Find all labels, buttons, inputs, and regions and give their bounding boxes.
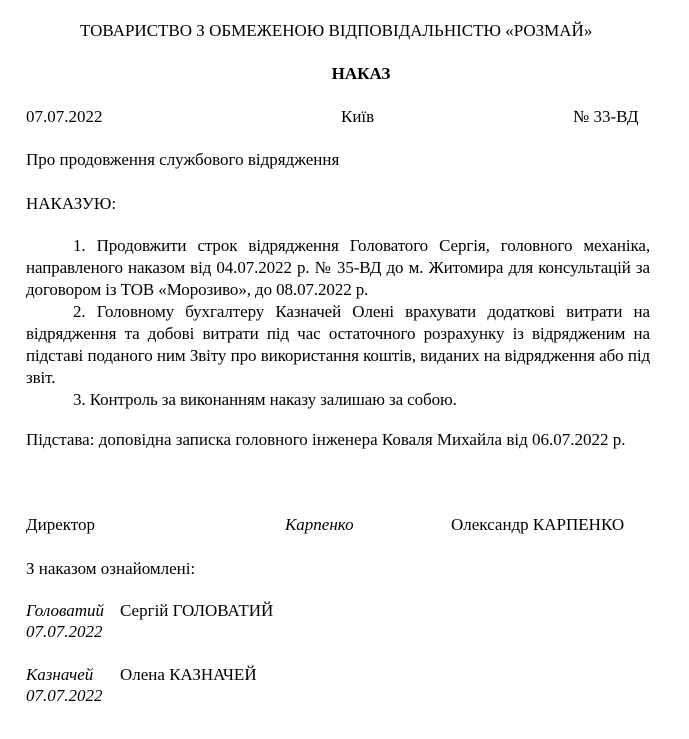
ack-name-2: Олена КАЗНАЧЕЙ bbox=[120, 665, 257, 684]
ack-signature-1: Головатий bbox=[26, 601, 105, 620]
ack-name-1: Сергій ГОЛОВАТИЙ bbox=[120, 601, 274, 620]
order-date: 07.07.2022 bbox=[26, 107, 103, 126]
director-name: Олександр КАРПЕНКО bbox=[451, 515, 625, 534]
order-point-1: 1. Продовжити строк відрядження Головатого Сергія, головного механіка, направленого наказом від 04.07.2022 р. № 35-ВД до м. Житомира для консультацій за договором із ТОВ «Морозиво», до 08.07.2022 р. bbox=[26, 236, 650, 299]
order-basis: Підстава: доповідна записка головного інженера Коваля Михайла від 06.07.2022 р. bbox=[26, 430, 626, 449]
ack-signature-2: Казначей bbox=[26, 665, 94, 684]
organization-name: ТОВАРИСТВО З ОБМЕЖЕНОЮ ВІДПОВІДАЛЬНІСТЮ «РОЗМАЙ» bbox=[80, 21, 593, 40]
order-point-2: 2. Головному бухгалтеру Казначей Олені врахувати додаткові витрати на відрядження та добові витрати під час остаточного розрахунку із відрядженим на підставі поданого ним Звіту про використання коштів, виданих на відрядження або під звіт. bbox=[26, 302, 650, 387]
order-directive-word: НАКАЗУЮ: bbox=[26, 194, 117, 213]
director-role: Директор bbox=[26, 515, 95, 534]
order-subject: Про продовження службового відрядження bbox=[26, 150, 340, 169]
order-point-3: 3. Контроль за виконанням наказу залишаю за собою. bbox=[73, 390, 457, 409]
acknowledged-label: З наказом ознайомлені: bbox=[26, 559, 196, 578]
ack-date-2: 07.07.2022 bbox=[26, 686, 103, 705]
order-number: № 33-ВД bbox=[573, 107, 639, 126]
ack-date-1: 07.07.2022 bbox=[26, 622, 103, 641]
director-signature: Карпенко bbox=[285, 515, 354, 534]
order-points bbox=[26, 235, 650, 411]
document-title: НАКАЗ bbox=[331, 64, 391, 83]
order-city: Київ bbox=[341, 107, 375, 126]
